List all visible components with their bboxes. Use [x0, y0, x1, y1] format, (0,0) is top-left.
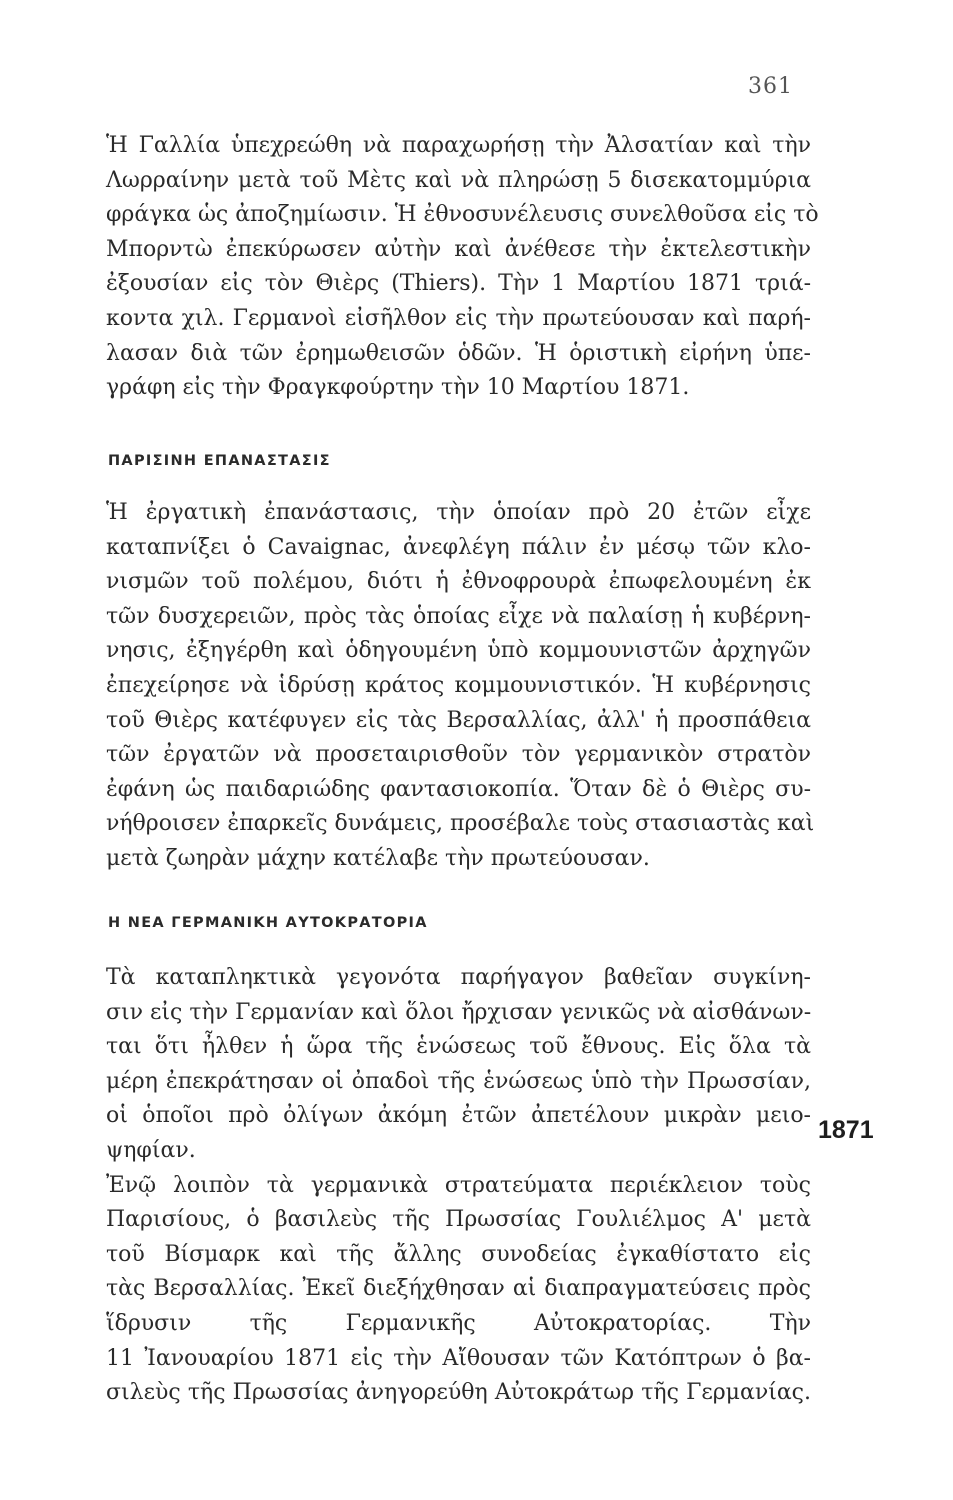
text-line: τῶν ἐργατῶν νὰ προσεταιρισθοῦν τὸν γερμανικὸν στρατὸν: [106, 742, 811, 768]
intro-paragraph: [106, 129, 819, 406]
text-line: καταπνίξει ὁ Cavaignac, ἀνεφλέγη πάλιν ἐν μέσῳ τῶν κλο-: [106, 534, 811, 560]
margin-year-note: 1871: [818, 1116, 874, 1144]
text-line: σιν εἰς τὴν Γερμανίαν καὶ ὅλοι ἤρχισαν γενικῶς νὰ αἰσθάνων-: [106, 999, 812, 1025]
text-line: φράγκα ὡς ἀποζημίωσιν. Ἡ ἐθνοσυνέλευσις συνελθοῦσα εἰς τὸ: [106, 202, 819, 228]
text-line: Ἡ ἐργατικὴ ἐπανάστασις, τὴν ὁποίαν πρὸ 20 ἐτῶν εἶχε: [106, 500, 811, 525]
text-line: μετὰ ζωηρὰν μάχην κατέλαβε τὴν πρωτεύουσαν.: [106, 845, 650, 871]
text-line: Μπορντὼ ἐπεκύρωσεν αὐτὴν καὶ ἀνέθεσε τὴν ἐκτελεστικὴν: [106, 236, 811, 262]
text-line: τοῦ Βίσμαρκ καὶ τῆς ἄλλης συνοδείας ἐγκαθίστατο εἰς: [106, 1241, 811, 1267]
text-line: γράφη εἰς τὴν Φραγκφούρτην τὴν 10 Μαρτίου 1871.: [106, 375, 690, 401]
text-line: ἵδρυσιν τῆς Γερμανικῆς Αὐτοκρατορίας. Τὴν: [106, 1310, 811, 1336]
text-line: Λωρραίνην μετὰ τοῦ Μὲτς καὶ νὰ πληρώσῃ 5 δισεκατομμύρια: [106, 167, 811, 193]
section-heading-paris: ΠΑΡΙΣΙΝΗ ΕΠΑΝΑΣΤΑΣΙΣ: [108, 453, 331, 469]
text-line: κοντα χιλ. Γερμανοὶ εἰσῆλθον εἰς τὴν πρωτεύουσαν καὶ παρή-: [106, 305, 811, 331]
text-line: ἐξουσίαν εἰς τὸν Θιὲρς (Thiers). Τὴν 1 Μαρτίου 1871 τριά-: [106, 271, 811, 297]
text-line: ται ὅτι ἦλθεν ἡ ὥρα τῆς ἑνώσεως τοῦ ἔθνους. Εἰς ὅλα τὰ: [106, 1034, 811, 1060]
text-line: ἐπεχείρησε νὰ ἱδρύσῃ κράτος κομμουνιστικόν. Ἡ κυβέρνησις: [106, 672, 811, 698]
text-line: 11 Ἰανουαρίου 1871 εἰς τὴν Αἴθουσαν τῶν Κατόπτρων ὁ βα-: [106, 1345, 811, 1371]
text-line: Ἐνῷ λοιπὸν τὰ γερμανικὰ στρατεύματα περιέκλειον τοὺς: [106, 1172, 811, 1198]
text-line: τὰς Βερσαλλίας. Ἐκεῖ διεξήχθησαν αἱ διαπραγματεύσεις πρὸς: [106, 1276, 811, 1302]
text-line: νισμῶν τοῦ πολέμου, διότι ἡ ἐθνοφρουρὰ ἐπωφελουμένη ἐκ: [106, 569, 811, 595]
section-heading-empire: Η ΝΕΑ ΓΕΡΜΑΝΙΚΗ ΑΥΤΟΚΡΑΤΟΡΙΑ: [108, 915, 428, 931]
text-line: ψηφίαν.: [106, 1137, 196, 1163]
text-line: ἐφάνη ὡς παιδαριώδης φαντασιοκοπία. Ὅταν δὲ ὁ Θιὲρς συ-: [106, 776, 811, 802]
text-line: οἱ ὁποῖοι πρὸ ὀλίγων ἀκόμη ἐτῶν ἀπετέλουν μικρὰν μειο-: [106, 1103, 811, 1129]
text-line: νησις, ἐξηγέρθη καὶ ὁδηγουμένη ὑπὸ κομμουνιστῶν ἀρχηγῶν: [106, 638, 811, 664]
empire-paragraph: [106, 961, 811, 1411]
text-line: σιλεὺς τῆς Πρωσσίας ἀνηγορεύθη Αὐτοκράτωρ τῆς Γερμανίας.: [106, 1380, 811, 1406]
page-number: 361: [748, 74, 793, 99]
paris-paragraph: [106, 496, 815, 877]
text-line: τῶν δυσχερειῶν, πρὸς τὰς ὁποίας εἶχε νὰ παλαίσῃ ἡ κυβέρνη-: [106, 603, 811, 629]
text-line: τοῦ Θιὲρς κατέφυγεν εἰς τὰς Βερσαλλίας, ἀλλ' ἡ προσπάθεια: [106, 707, 811, 733]
text-line: Παρισίους, ὁ βασιλεὺς τῆς Πρωσσίας Γουλιέλμος Α' μετὰ: [106, 1207, 811, 1233]
text-line: Τὰ καταπληκτικὰ γεγονότα παρήγαγον βαθεῖαν συγκίνη-: [106, 965, 811, 990]
text-line: νήθροισεν ἐπαρκεῖς δυνάμεις, προσέβαλε τοὺς στασιαστὰς καὶ: [106, 811, 815, 837]
text-line: λασαν διὰ τῶν ἐρημωθεισῶν ὁδῶν. Ἡ ὁριστικὴ εἰρήνη ὑπε-: [106, 340, 811, 366]
text-line: Ἡ Γαλλία ὑπεχρεώθη νὰ παραχωρήσῃ τὴν Ἀλσατίαν καὶ τὴν: [106, 133, 811, 158]
text-line: μέρη ἐπεκράτησαν οἱ ὀπαδοὶ τῆς ἑνώσεως ὑπὸ τὴν Πρωσσίαν,: [106, 1068, 811, 1094]
